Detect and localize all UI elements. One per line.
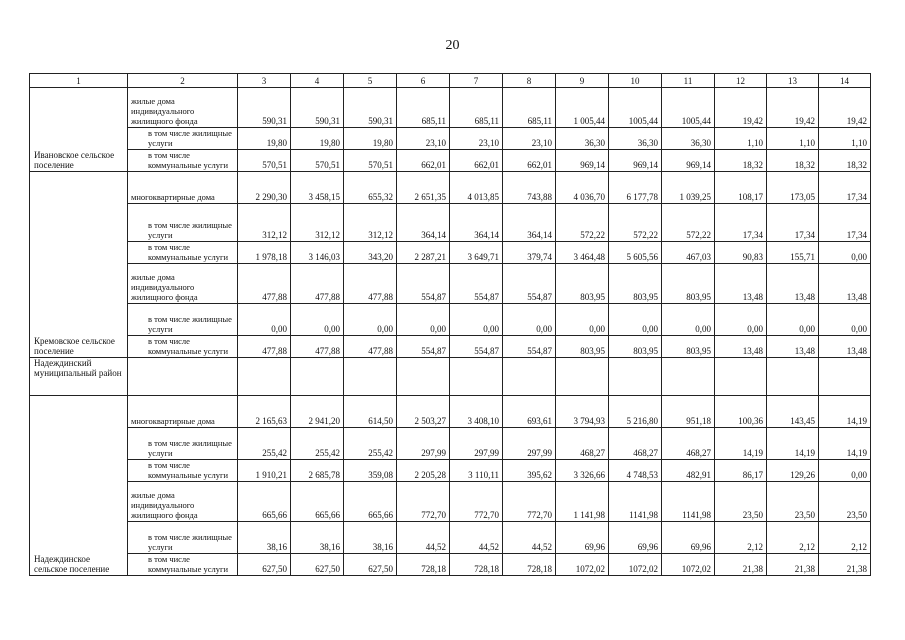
empty-cell — [609, 358, 662, 396]
value-cell: 173,05 — [767, 172, 819, 204]
empty-cell — [503, 358, 556, 396]
category-label: в том числе жилищные услуги — [128, 522, 238, 554]
value-cell: 23,10 — [450, 128, 503, 150]
empty-cell — [291, 358, 344, 396]
header-cell-4: 4 — [291, 74, 344, 88]
value-cell: 1005,44 — [609, 88, 662, 128]
value-cell: 0,00 — [715, 304, 767, 336]
value-cell: 1 910,21 — [238, 460, 291, 482]
table-row — [30, 554, 871, 576]
header-cell-1: 1 — [30, 74, 128, 88]
value-cell: 86,17 — [715, 460, 767, 482]
value-cell: 19,80 — [291, 128, 344, 150]
value-cell: 728,18 — [450, 554, 503, 576]
value-cell: 468,27 — [556, 428, 609, 460]
value-cell: 570,51 — [291, 150, 344, 172]
value-cell: 803,95 — [556, 264, 609, 304]
value-cell: 0,00 — [819, 304, 871, 336]
category-label: в том числе коммунальные услуги — [128, 460, 238, 482]
value-cell: 19,80 — [238, 128, 291, 150]
value-cell: 13,48 — [715, 336, 767, 358]
value-cell: 627,50 — [238, 554, 291, 576]
value-cell: 5 216,80 — [609, 396, 662, 428]
value-cell: 2 941,20 — [291, 396, 344, 428]
value-cell: 343,20 — [344, 242, 397, 264]
empty-cell — [819, 358, 871, 396]
value-cell: 23,50 — [715, 482, 767, 522]
value-cell: 395,62 — [503, 460, 556, 482]
value-cell: 482,91 — [662, 460, 715, 482]
value-cell: 477,88 — [291, 336, 344, 358]
value-cell: 0,00 — [662, 304, 715, 336]
empty-cell — [767, 358, 819, 396]
category-label: жилые дома индивидуального жилищного фонда — [128, 482, 238, 522]
area-name: Надеждинский муниципальный район — [30, 358, 128, 396]
value-cell: 2 287,21 — [397, 242, 450, 264]
value-cell: 364,14 — [397, 204, 450, 242]
value-cell: 803,95 — [609, 336, 662, 358]
value-cell: 19,42 — [767, 88, 819, 128]
value-cell: 23,50 — [819, 482, 871, 522]
value-cell: 685,11 — [397, 88, 450, 128]
value-cell: 44,52 — [450, 522, 503, 554]
value-cell: 14,19 — [819, 428, 871, 460]
value-cell: 572,22 — [556, 204, 609, 242]
value-cell: 255,42 — [344, 428, 397, 460]
table-row — [30, 88, 871, 128]
value-cell: 69,96 — [609, 522, 662, 554]
value-cell: 590,31 — [344, 88, 397, 128]
category-label: в том числе коммунальные услуги — [128, 150, 238, 172]
value-cell: 5 605,56 — [609, 242, 662, 264]
value-cell: 477,88 — [344, 264, 397, 304]
value-cell: 255,42 — [291, 428, 344, 460]
value-cell: 379,74 — [503, 242, 556, 264]
value-cell: 655,32 — [344, 172, 397, 204]
value-cell: 14,19 — [715, 428, 767, 460]
value-cell: 1 978,18 — [238, 242, 291, 264]
value-cell: 21,38 — [715, 554, 767, 576]
value-cell: 803,95 — [609, 264, 662, 304]
value-cell: 3 649,71 — [450, 242, 503, 264]
value-cell: 108,17 — [715, 172, 767, 204]
value-cell: 14,19 — [819, 396, 871, 428]
table-row — [30, 264, 871, 304]
category-label: в том числе коммунальные услуги — [128, 554, 238, 576]
value-cell: 570,51 — [344, 150, 397, 172]
value-cell: 662,01 — [397, 150, 450, 172]
value-cell: 2 290,30 — [238, 172, 291, 204]
table-row — [30, 428, 871, 460]
value-cell: 627,50 — [291, 554, 344, 576]
value-cell: 570,51 — [238, 150, 291, 172]
value-cell: 2 651,35 — [397, 172, 450, 204]
value-cell: 1072,02 — [609, 554, 662, 576]
value-cell: 572,22 — [662, 204, 715, 242]
value-cell: 665,66 — [238, 482, 291, 522]
table-row — [30, 128, 871, 150]
value-cell: 297,99 — [450, 428, 503, 460]
value-cell: 13,48 — [715, 264, 767, 304]
value-cell: 1 005,44 — [556, 88, 609, 128]
value-cell: 1141,98 — [662, 482, 715, 522]
value-cell: 23,50 — [767, 482, 819, 522]
value-cell: 2,12 — [767, 522, 819, 554]
header-row — [30, 74, 871, 88]
value-cell: 728,18 — [503, 554, 556, 576]
table-row — [30, 242, 871, 264]
header-cell-12: 12 — [715, 74, 767, 88]
category-label: в том числе жилищные услуги — [128, 128, 238, 150]
value-cell: 17,34 — [715, 204, 767, 242]
area-name: Надеждинское сельское поселение — [30, 396, 128, 576]
table-row — [30, 336, 871, 358]
value-cell: 772,70 — [503, 482, 556, 522]
header-cell-3: 3 — [238, 74, 291, 88]
header-cell-11: 11 — [662, 74, 715, 88]
value-cell: 614,50 — [344, 396, 397, 428]
value-cell: 17,34 — [819, 172, 871, 204]
table-row — [30, 460, 871, 482]
tariff-table — [29, 73, 871, 576]
value-cell: 0,00 — [450, 304, 503, 336]
value-cell: 743,88 — [503, 172, 556, 204]
value-cell: 0,00 — [609, 304, 662, 336]
page-number: 20 — [445, 38, 460, 53]
value-cell: 1005,44 — [662, 88, 715, 128]
value-cell: 36,30 — [609, 128, 662, 150]
value-cell: 2 685,78 — [291, 460, 344, 482]
value-cell: 18,32 — [819, 150, 871, 172]
value-cell: 2,12 — [715, 522, 767, 554]
empty-cell — [397, 358, 450, 396]
value-cell: 467,03 — [662, 242, 715, 264]
value-cell: 3 464,48 — [556, 242, 609, 264]
value-cell: 662,01 — [503, 150, 556, 172]
value-cell: 312,12 — [291, 204, 344, 242]
category-label: многоквартирные дома — [128, 396, 238, 428]
value-cell: 14,19 — [767, 428, 819, 460]
value-cell: 297,99 — [503, 428, 556, 460]
value-cell: 100,36 — [715, 396, 767, 428]
value-cell: 3 408,10 — [450, 396, 503, 428]
value-cell: 772,70 — [450, 482, 503, 522]
value-cell: 772,70 — [397, 482, 450, 522]
value-cell: 554,87 — [450, 264, 503, 304]
value-cell: 23,10 — [503, 128, 556, 150]
value-cell: 685,11 — [503, 88, 556, 128]
category-label: в том числе жилищные услуги — [128, 304, 238, 336]
value-cell: 69,96 — [556, 522, 609, 554]
empty-cell — [238, 358, 291, 396]
category-label: жилые дома индивидуального жилищного фонда — [128, 88, 238, 128]
value-cell: 468,27 — [662, 428, 715, 460]
value-cell: 36,30 — [556, 128, 609, 150]
header-cell-14: 14 — [819, 74, 871, 88]
header-cell-7: 7 — [450, 74, 503, 88]
value-cell: 19,80 — [344, 128, 397, 150]
category-label: многоквартирные дома — [128, 172, 238, 204]
value-cell: 18,32 — [715, 150, 767, 172]
value-cell: 951,18 — [662, 396, 715, 428]
value-cell: 312,12 — [344, 204, 397, 242]
value-cell: 969,14 — [662, 150, 715, 172]
value-cell: 69,96 — [662, 522, 715, 554]
header-cell-8: 8 — [503, 74, 556, 88]
value-cell: 44,52 — [503, 522, 556, 554]
category-label: в том числе коммунальные услуги — [128, 336, 238, 358]
header-cell-10: 10 — [609, 74, 662, 88]
value-cell: 590,31 — [291, 88, 344, 128]
table-row — [30, 522, 871, 554]
value-cell: 3 146,03 — [291, 242, 344, 264]
value-cell: 44,52 — [397, 522, 450, 554]
value-cell: 803,95 — [556, 336, 609, 358]
value-cell: 1 141,98 — [556, 482, 609, 522]
value-cell: 572,22 — [609, 204, 662, 242]
value-cell: 21,38 — [819, 554, 871, 576]
value-cell: 477,88 — [238, 264, 291, 304]
value-cell: 1141,98 — [609, 482, 662, 522]
value-cell: 4 013,85 — [450, 172, 503, 204]
table-row — [30, 482, 871, 522]
value-cell: 38,16 — [291, 522, 344, 554]
area-name: Ивановское сельское поселение — [30, 88, 128, 172]
value-cell: 4 036,70 — [556, 172, 609, 204]
table-row — [30, 304, 871, 336]
value-cell: 0,00 — [503, 304, 556, 336]
value-cell: 554,87 — [397, 336, 450, 358]
value-cell: 4 748,53 — [609, 460, 662, 482]
header-cell-5: 5 — [344, 74, 397, 88]
value-cell: 19,42 — [819, 88, 871, 128]
value-cell: 19,42 — [715, 88, 767, 128]
value-cell: 364,14 — [503, 204, 556, 242]
area-name: Кремовское сельское поселение — [30, 172, 128, 358]
value-cell: 554,87 — [503, 336, 556, 358]
value-cell: 17,34 — [767, 204, 819, 242]
value-cell: 665,66 — [291, 482, 344, 522]
value-cell: 3 110,11 — [450, 460, 503, 482]
value-cell: 554,87 — [450, 336, 503, 358]
value-cell: 554,87 — [503, 264, 556, 304]
value-cell: 477,88 — [344, 336, 397, 358]
value-cell: 6 177,78 — [609, 172, 662, 204]
value-cell: 13,48 — [767, 264, 819, 304]
value-cell: 17,34 — [819, 204, 871, 242]
value-cell: 13,48 — [819, 336, 871, 358]
value-cell: 2 165,63 — [238, 396, 291, 428]
value-cell: 143,45 — [767, 396, 819, 428]
category-label: в том числе жилищные услуги — [128, 204, 238, 242]
value-cell: 0,00 — [819, 242, 871, 264]
value-cell: 38,16 — [344, 522, 397, 554]
table-row — [30, 396, 871, 428]
value-cell: 1072,02 — [662, 554, 715, 576]
table-row — [30, 150, 871, 172]
value-cell: 21,38 — [767, 554, 819, 576]
value-cell: 155,71 — [767, 242, 819, 264]
empty-cell — [556, 358, 609, 396]
value-cell: 662,01 — [450, 150, 503, 172]
value-cell: 129,26 — [767, 460, 819, 482]
value-cell: 477,88 — [291, 264, 344, 304]
value-cell: 1072,02 — [556, 554, 609, 576]
empty-cell — [662, 358, 715, 396]
header-cell-2: 2 — [128, 74, 238, 88]
value-cell: 969,14 — [556, 150, 609, 172]
value-cell: 3 326,66 — [556, 460, 609, 482]
header-cell-9: 9 — [556, 74, 609, 88]
value-cell: 969,14 — [609, 150, 662, 172]
value-cell: 1 039,25 — [662, 172, 715, 204]
value-cell: 803,95 — [662, 264, 715, 304]
value-cell: 2 205,28 — [397, 460, 450, 482]
value-cell: 685,11 — [450, 88, 503, 128]
value-cell: 590,31 — [238, 88, 291, 128]
empty-cell — [344, 358, 397, 396]
value-cell: 364,14 — [450, 204, 503, 242]
value-cell: 0,00 — [397, 304, 450, 336]
value-cell: 554,87 — [397, 264, 450, 304]
value-cell: 297,99 — [397, 428, 450, 460]
value-cell: 1,10 — [819, 128, 871, 150]
table-row — [30, 204, 871, 242]
value-cell: 1,10 — [715, 128, 767, 150]
value-cell: 803,95 — [662, 336, 715, 358]
category-label: в том числе жилищные услуги — [128, 428, 238, 460]
district-row — [30, 358, 871, 396]
value-cell: 627,50 — [344, 554, 397, 576]
empty-cell — [128, 358, 238, 396]
value-cell: 23,10 — [397, 128, 450, 150]
category-label: в том числе коммунальные услуги — [128, 242, 238, 264]
value-cell: 90,83 — [715, 242, 767, 264]
value-cell: 728,18 — [397, 554, 450, 576]
header-cell-6: 6 — [397, 74, 450, 88]
value-cell: 312,12 — [238, 204, 291, 242]
table-row — [30, 172, 871, 204]
value-cell: 0,00 — [238, 304, 291, 336]
value-cell: 3 458,15 — [291, 172, 344, 204]
value-cell: 255,42 — [238, 428, 291, 460]
value-cell: 36,30 — [662, 128, 715, 150]
value-cell: 18,32 — [767, 150, 819, 172]
value-cell: 1,10 — [767, 128, 819, 150]
header-cell-13: 13 — [767, 74, 819, 88]
value-cell: 477,88 — [238, 336, 291, 358]
value-cell: 38,16 — [238, 522, 291, 554]
value-cell: 2,12 — [819, 522, 871, 554]
value-cell: 0,00 — [344, 304, 397, 336]
value-cell: 693,61 — [503, 396, 556, 428]
value-cell: 0,00 — [767, 304, 819, 336]
value-cell: 665,66 — [344, 482, 397, 522]
value-cell: 468,27 — [609, 428, 662, 460]
value-cell: 359,08 — [344, 460, 397, 482]
empty-cell — [450, 358, 503, 396]
value-cell: 3 794,93 — [556, 396, 609, 428]
value-cell: 0,00 — [291, 304, 344, 336]
value-cell: 13,48 — [819, 264, 871, 304]
value-cell: 0,00 — [556, 304, 609, 336]
value-cell: 0,00 — [819, 460, 871, 482]
empty-cell — [715, 358, 767, 396]
category-label: жилые дома индивидуального жилищного фонда — [128, 264, 238, 304]
value-cell: 13,48 — [767, 336, 819, 358]
value-cell: 2 503,27 — [397, 396, 450, 428]
